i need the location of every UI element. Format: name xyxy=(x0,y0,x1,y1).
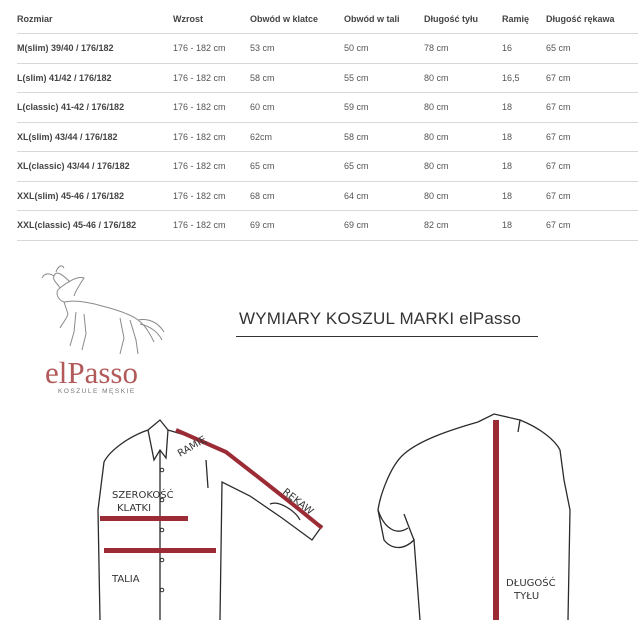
cell-shoulder: 18 xyxy=(502,93,546,123)
back-length-measure-bar xyxy=(493,420,499,620)
brand-logo: elPasso xyxy=(45,355,138,390)
header-chest: Obwód w klatce xyxy=(250,13,319,24)
cell-height: 176 - 182 cm xyxy=(173,152,250,182)
cell-size: XL(slim) 43/44 / 176/182 xyxy=(17,122,173,152)
cell-waist: 69 cm xyxy=(344,211,424,241)
brand-tagline: KOSZULE MĘSKIE xyxy=(58,388,136,395)
table-row xyxy=(17,34,638,64)
shirt-measurement-diagram xyxy=(0,400,638,620)
back-shirt-outline xyxy=(378,414,570,620)
cell-back-length: 82 cm xyxy=(424,211,502,241)
table-row xyxy=(17,93,638,123)
header-size: Rozmiar xyxy=(17,13,53,24)
cell-size: XXL(classic) 45-46 / 176/182 xyxy=(17,211,173,241)
table-row xyxy=(17,181,638,211)
label-chest-2: KLATKI xyxy=(117,503,152,514)
header-waist: Obwód w tali xyxy=(344,13,400,24)
cell-shoulder: 16 xyxy=(502,34,546,64)
cell-sleeve: 67 cm xyxy=(546,63,638,93)
label-sleeve: RĘKAW xyxy=(280,486,316,518)
chest-measure-bar xyxy=(100,516,188,521)
label-chest-1: SZEROKOŚĆ xyxy=(112,490,174,501)
waist-measure-bar xyxy=(104,548,216,553)
cell-size: M(slim) 39/40 / 176/182 xyxy=(17,34,173,64)
header-sleeve: Długość rękawa xyxy=(546,13,615,24)
table-row xyxy=(17,152,638,182)
size-table xyxy=(17,4,638,241)
cell-shoulder: 18 xyxy=(502,122,546,152)
page-headline: WYMIARY KOSZUL MARKI elPasso xyxy=(239,309,522,328)
label-shoulder: RAMIĘ xyxy=(176,434,209,460)
cell-chest: 62cm xyxy=(250,122,344,152)
cell-waist: 50 cm xyxy=(344,34,424,64)
table-row xyxy=(17,63,638,93)
cell-height: 176 - 182 cm xyxy=(173,181,250,211)
cell-height: 176 - 182 cm xyxy=(173,122,250,152)
cell-shoulder: 18 xyxy=(502,181,546,211)
cell-chest: 53 cm xyxy=(250,34,344,64)
label-back-1: DŁUGOŚĆ xyxy=(506,578,556,589)
cell-back-length: 80 cm xyxy=(424,152,502,182)
cell-chest: 65 cm xyxy=(250,152,344,182)
cell-size: XXL(slim) 45-46 / 176/182 xyxy=(17,181,173,211)
cell-chest: 69 cm xyxy=(250,211,344,241)
cell-size: L(classic) 41-42 / 176/182 xyxy=(17,93,173,123)
cell-waist: 58 cm xyxy=(344,122,424,152)
headline-underline xyxy=(236,336,538,337)
cell-chest: 60 cm xyxy=(250,93,344,123)
cell-waist: 65 cm xyxy=(344,152,424,182)
cell-sleeve: 67 cm xyxy=(546,152,638,182)
cell-waist: 59 cm xyxy=(344,93,424,123)
label-back-2: TYŁU xyxy=(514,591,540,602)
cell-size: L(slim) 41/42 / 176/182 xyxy=(17,63,173,93)
cell-height: 176 - 182 cm xyxy=(173,34,250,64)
label-waist: TALIA xyxy=(112,574,140,585)
cell-back-length: 80 cm xyxy=(424,181,502,211)
table-header-row xyxy=(17,4,638,34)
cell-shoulder: 16,5 xyxy=(502,63,546,93)
table-row xyxy=(17,122,638,152)
cell-shoulder: 18 xyxy=(502,211,546,241)
cell-back-length: 80 cm xyxy=(424,63,502,93)
cell-back-length: 80 cm xyxy=(424,122,502,152)
cell-shoulder: 18 xyxy=(502,152,546,182)
cell-sleeve: 67 cm xyxy=(546,93,638,123)
cell-waist: 64 cm xyxy=(344,181,424,211)
front-shirt-buttons xyxy=(160,468,164,592)
cell-height: 176 - 182 cm xyxy=(173,211,250,241)
cell-chest: 58 cm xyxy=(250,63,344,93)
table-row xyxy=(17,211,638,241)
cell-sleeve: 65 cm xyxy=(546,34,638,64)
cell-waist: 55 cm xyxy=(344,63,424,93)
cell-sleeve: 67 cm xyxy=(546,122,638,152)
cell-chest: 68 cm xyxy=(250,181,344,211)
header-shoulder: Ramię xyxy=(502,13,530,24)
header-height: Wzrost xyxy=(173,13,203,24)
cell-height: 176 - 182 cm xyxy=(173,93,250,123)
cell-size: XL(classic) 43/44 / 176/182 xyxy=(17,152,173,182)
header-back-length: Długość tyłu xyxy=(424,13,479,24)
cell-sleeve: 67 cm xyxy=(546,211,638,241)
cell-height: 176 - 182 cm xyxy=(173,63,250,93)
cell-sleeve: 67 cm xyxy=(546,181,638,211)
cell-back-length: 78 cm xyxy=(424,34,502,64)
cell-back-length: 80 cm xyxy=(424,93,502,123)
